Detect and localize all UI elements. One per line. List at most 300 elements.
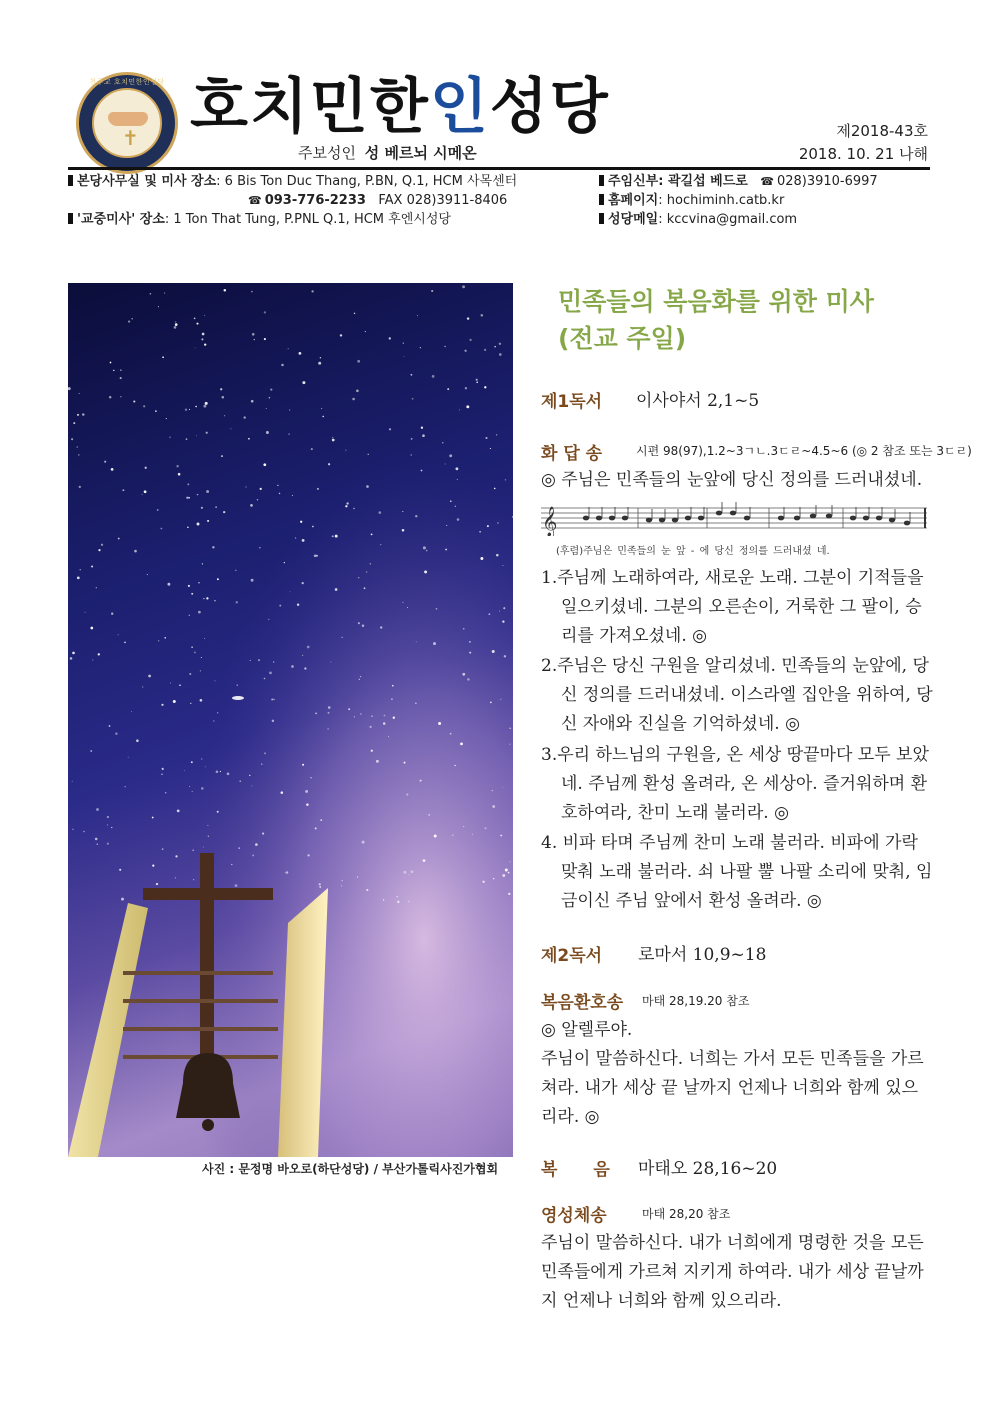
star [96,587,97,588]
star [509,744,510,745]
star [317,488,319,490]
star [162,768,164,770]
star [71,438,73,440]
star [364,587,366,589]
star [186,497,188,499]
psalm-verse-1: 1.주님께 노래하여라, 새로운 노래. 그분이 기적들을 일으키셨네. 그분의 오른손이, 거룩한 그 팔이, 승리를 가져오셨네. ◎ [541,568,924,646]
star [202,333,205,336]
star [307,854,309,856]
star [328,706,331,709]
star [150,293,152,295]
star [502,565,503,566]
gospel-acclamation-label: 복음환호송 [541,993,624,1013]
star [496,554,499,557]
star [508,872,510,874]
star [252,333,255,336]
star [191,761,193,763]
note-head [698,516,704,521]
star [369,726,371,728]
star [178,473,181,476]
star [332,439,335,442]
star [446,525,447,526]
star [328,712,330,714]
star [121,898,124,901]
star [428,814,430,816]
star [83,831,85,833]
star [346,502,348,504]
star [109,396,111,398]
star [191,593,193,595]
bullet-icon [68,213,73,224]
star [490,448,491,449]
star [214,680,215,681]
title-accent: 인 [429,72,490,142]
star [79,393,80,394]
star [492,805,495,808]
star [307,646,310,649]
star [493,878,495,880]
star [107,843,109,845]
star [402,529,405,532]
star [272,720,274,722]
star [438,722,441,725]
issue-date: 2018. 10. 21 나해 [798,145,928,163]
star [257,499,259,501]
star [366,571,368,573]
star [224,289,227,292]
star [484,349,486,351]
star [143,405,145,407]
star [291,665,294,668]
star [393,717,395,719]
star [194,651,196,653]
title-part1: 호치민한 [190,72,430,142]
star [119,869,121,871]
star [82,413,84,415]
star [273,661,274,662]
star [205,402,208,405]
star [107,825,108,826]
star [335,588,338,591]
star [161,704,163,706]
star [366,485,369,488]
pastor-label: 주임신부 [608,174,659,189]
star [268,619,269,620]
star [447,388,449,390]
bullet-icon [68,175,73,186]
star [136,739,139,742]
star [376,760,379,763]
psalm-verse-4: 4. 비파 타며 주님께 찬미 노래 불러라. 비파에 가락 맞춰 노래 불러라. 쇠 나팔 뿔 나팔 소리에 맞춰, 임금이신 주님 앞에서 환성 올려라. ◎ [541,833,933,911]
star [120,370,121,371]
star [488,613,490,615]
star [297,603,299,605]
star [72,781,73,782]
star [311,290,313,292]
star [442,442,443,443]
star [358,622,360,624]
star [197,494,198,495]
title-part2: 성당 [489,72,610,142]
star [152,865,154,867]
star [302,381,305,384]
info-youth [68,211,451,229]
star [415,703,416,704]
reading2-label: 제2독서 [541,946,603,966]
star [207,825,208,826]
header-divider [68,167,930,170]
star [454,765,455,766]
star [371,534,373,536]
star [223,511,225,513]
star [397,901,399,903]
homepage-link[interactable]: : hochiminh.catb.kr [658,193,785,208]
star [196,436,197,437]
star [111,468,114,471]
pastor-phone: 028)3910-6997 [776,174,878,189]
note-head [609,516,615,521]
star [432,375,435,378]
star [77,414,79,416]
star [499,353,502,356]
parish-title [190,70,610,144]
star [264,678,266,680]
star [185,409,187,411]
star [502,620,504,622]
star [365,331,366,332]
star [91,565,93,567]
notes [583,502,910,528]
star [509,727,511,729]
star [285,872,286,873]
star [271,699,273,701]
cross-beam [143,888,273,900]
star [251,786,252,787]
star [77,446,78,447]
star [269,672,272,675]
star [423,546,426,549]
star [128,757,129,758]
star [186,438,188,440]
star [449,454,452,457]
phone-icon: ☎ [248,194,262,207]
star [426,550,428,552]
psalm-verse-3: 3.우리 하느님의 구원을, 온 세상 땅끝마다 모두 보았네. 주님께 환성 올려라, 온 세상아. 즐거워하며 환호하여라, 찬미 노래 불러라. ◎ [541,745,929,823]
communion-text: 주님이 말씀하신다. 내가 너희에게 명령한 것을 모든 민족들에게 가르쳐 지키게 하여라. 내가 세상 끝날까지 언제나 너희와 함께 있으리라. [541,1233,924,1311]
star [392,685,394,687]
star [415,515,417,517]
star [358,577,359,578]
music-staff [541,500,927,536]
psalm-label: 화 답 송 [541,444,603,464]
star [320,357,321,358]
star [110,362,112,364]
star [192,791,193,792]
info-office [68,173,517,191]
star [403,342,404,343]
star [243,416,245,418]
star [411,438,413,440]
star [217,712,218,713]
star [383,899,384,900]
star [101,544,103,546]
star [281,364,284,367]
star [187,483,189,485]
star [273,699,274,700]
gospel-label: 복 음 [541,1160,610,1180]
star [125,786,126,787]
star [277,485,278,486]
star [266,431,269,434]
star [476,381,478,383]
psalm-response: ◎ 주님은 민족들의 눈앞에 당신 정의를 드러내셨네. [541,470,923,490]
parish-logo [76,72,178,174]
star [315,713,317,715]
star [238,847,239,848]
star [217,578,219,580]
star [262,833,264,835]
note-head [778,516,784,521]
cross-icon: ✝ [122,126,139,150]
star [142,686,143,687]
star [479,531,481,533]
star [197,523,200,526]
bell-clapper [202,1119,214,1131]
star [304,667,306,669]
star [279,605,281,607]
star [175,855,177,857]
star [70,657,73,660]
star [255,843,258,846]
star [120,396,121,397]
star [345,450,346,451]
email-link[interactable]: : kccvina@gmail.com [658,212,798,227]
star [198,611,201,614]
star [203,847,204,848]
star [476,379,478,381]
star [328,463,330,465]
star [322,416,323,417]
star [288,348,289,349]
star [98,653,100,655]
star [175,877,176,878]
patron-name: 성 베르뇌 시메온 [364,144,477,162]
star [216,770,219,773]
star [270,388,272,390]
patron-label: 주보성인 [298,144,356,162]
star [162,848,164,850]
star [142,494,143,495]
star [177,810,180,813]
star [155,410,157,412]
star [198,582,199,583]
star [357,877,358,878]
star [444,346,445,347]
star [496,434,497,435]
youth-value: : 1 Ton That Tung, P.PNL Q.1, HCM 후엔시성당 [164,212,451,227]
star [80,569,81,570]
star [167,583,170,586]
star [445,463,446,464]
star [416,641,417,642]
star [213,720,214,721]
star [250,660,251,661]
star [251,400,254,403]
star [109,725,111,727]
star [330,662,331,663]
star [469,641,471,643]
star [193,879,194,880]
star [170,683,171,684]
star [371,750,373,752]
star [510,861,511,862]
star [111,827,112,828]
star [279,493,281,495]
star [96,808,99,811]
star [502,874,505,877]
note-head [685,516,691,521]
star [187,526,189,528]
gospel-acclamation-ref: 마태 28,19.20 참조 [642,994,750,1008]
star [353,508,354,509]
note-head [672,518,678,523]
star [462,673,465,676]
star [359,679,360,680]
star [212,546,214,548]
star [466,405,469,408]
star [286,871,289,874]
star [302,582,304,584]
star [202,563,203,564]
treble-clef-icon: 𝄞 [542,507,558,536]
star [404,762,406,764]
star [491,790,493,792]
star [214,600,215,601]
note-head [646,518,652,523]
star [312,526,314,528]
star [207,520,209,522]
star [251,291,253,293]
star [222,396,225,399]
communion-label: 영성체송 [541,1206,607,1226]
star [97,844,98,845]
star [261,764,262,765]
star [201,657,202,658]
star [450,500,452,502]
star [201,507,203,509]
star [378,511,381,514]
bullet-icon [599,213,604,224]
star [362,624,364,626]
star [251,579,254,582]
star [258,659,260,661]
star [230,428,231,429]
star [508,893,510,895]
star [423,859,426,862]
star [492,650,495,653]
star [408,874,409,875]
star [220,771,221,772]
comet [232,696,244,700]
cover-photo [68,283,513,1157]
star [289,409,290,410]
star [500,699,501,700]
homepage-label: 홈페이지 [608,193,659,208]
star [169,437,170,438]
star [362,841,365,844]
star [319,886,321,888]
star [311,448,313,450]
night-sky-cross-illustration [68,283,513,1157]
note-head [876,516,882,521]
star [396,896,398,898]
star [480,314,483,317]
star [484,386,486,388]
star [445,549,447,551]
gospel-alleluia: ◎ 알렐루야. [541,1020,633,1040]
star [494,488,496,490]
star [472,834,473,835]
star [118,634,119,635]
youth-label: '교중미사' 장소 [77,212,165,227]
star [128,321,130,323]
star [195,347,196,348]
star [371,715,373,717]
star [406,794,408,796]
star [220,388,222,390]
star [215,506,217,508]
star [306,803,308,805]
star [194,318,196,320]
star [499,343,501,345]
star [485,437,487,439]
star [252,854,254,856]
star [463,826,464,827]
star [250,504,253,507]
star [231,864,232,865]
star [460,743,463,746]
psalm-ref: 시편 98(97),1.2~3ㄱㄴ.3ㄷㄹ~4.5~6 (◎ 2 참조 또는 3ㄷㄹ) [636,444,972,458]
star [179,684,181,686]
star [341,880,343,882]
note-head [659,518,665,523]
star [327,728,329,730]
star [321,408,322,409]
star [505,869,508,872]
star [410,374,412,376]
star [335,535,338,538]
note-head [794,516,800,521]
star [421,470,423,472]
star [281,791,284,794]
reading1-ref: 이사야서 2,1~5 [636,391,760,411]
star [224,415,225,416]
star [450,733,452,735]
star [259,547,260,548]
star [354,716,355,717]
star [407,607,408,608]
star [195,406,197,408]
star [316,555,318,557]
star [147,574,148,575]
star [254,339,255,340]
star [156,883,158,885]
patron-saint [298,142,477,163]
star [403,871,406,874]
star [72,652,75,655]
star [201,758,202,759]
star [388,736,389,737]
